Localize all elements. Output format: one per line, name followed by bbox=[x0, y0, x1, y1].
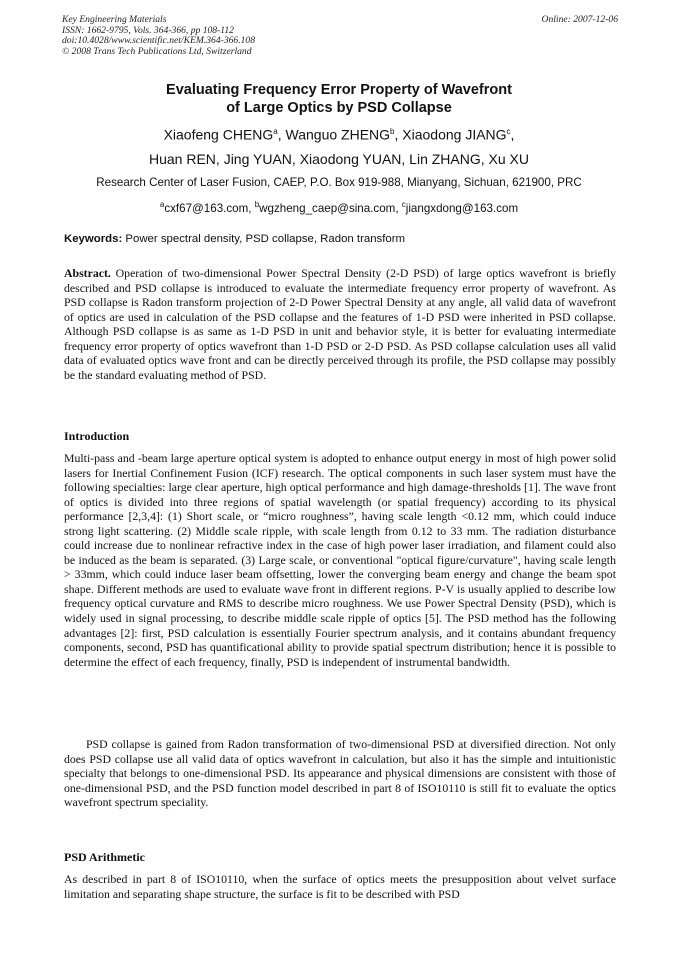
author-name: , Xiaodong JIANG bbox=[394, 126, 507, 143]
author-name: , Wanguo ZHENG bbox=[277, 126, 391, 143]
email-superscript: a bbox=[159, 200, 165, 209]
issn-line: ISSN: 1662-9795, Vols. 364-366, pp 108-112 bbox=[62, 24, 234, 36]
author-emails bbox=[40, 198, 638, 216]
author-superscript: b bbox=[390, 127, 395, 136]
introduction-paragraph-1: Multi-pass and -beam large aperture optical system is adopted to enhance output energy in most of high power solid lasers for Inertial Confinement Fusion (ICF) research. The optical components in such laser system must have the following specialties: large clear aperture, high optical performance and high damage-thresholds [1]. The wave front of optics is divided into three regions of spatial wavelength (or spatial frequency) according to its physical performance [2,3,4]: (1) Short scale, or “micro roughness”, having scale length <0.12 mm, which could induce strong light scattering. (2) Middle scale ripple, with scale length from 0.12 to 33 mm. The radiation disturbance could increase due to nonlinear refractive index in the case of high power laser irradiation, and filament could also be induced as the beam is separated. (3) Large scale, or conventional "optical figure/curvature", having scale length > 33mm, which could induce laser beam offsetting, lower the converging beam energy and change the beam spot shape. Different methods are used to evaluate wave front in different regions. P-V is usually applied to describe low frequency optical curvature and RMS to describe micro roughness. We use Power Spectral Density (PSD), which is widely used in signal processing, to describe middle scale ripple of optics [5]. The PSD method has the following advantages [2]: first, PSD calculation is essentially Fourier spectrum analysis, and it contains abundant frequency components, second, PSD has quantificational ability to provide spatial spectrum distribution; hence it is possible to determine the effect of each frequency, finally, PSD is independent of instrumental bandwidth. bbox=[64, 451, 616, 669]
author-name: Xiaofeng CHENG bbox=[163, 126, 274, 143]
author-superscript: a bbox=[273, 127, 278, 136]
email-link[interactable]: jiangxdong@163.com bbox=[405, 201, 519, 215]
keywords-text: Power spectral density, PSD collapse, Radon transform bbox=[122, 233, 406, 245]
author-superscript: c bbox=[506, 127, 511, 136]
keywords-line bbox=[64, 232, 616, 246]
journal-header bbox=[62, 15, 618, 57]
title-line-2: of Large Optics by PSD Collapse bbox=[226, 99, 452, 116]
author-separator: , bbox=[510, 126, 515, 143]
keywords-label: Keywords: bbox=[64, 233, 123, 245]
title-line-1: Evaluating Frequency Error Property of Wavefront bbox=[166, 82, 512, 98]
online-date: Online: 2007-12-06 bbox=[541, 14, 618, 25]
copyright-line: © 2008 Trans Tech Publications Ltd, Switzerland bbox=[62, 45, 252, 57]
authors-line-2: Huan REN, Jing YUAN, Xiaodong YUAN, Lin ZHANG, Xu XU bbox=[149, 151, 529, 167]
email-superscript: b bbox=[254, 200, 260, 209]
abstract-text: Operation of two-dimensional Power Spectral Density (2-D PSD) of large optics wavefront is briefly described and PSD collapse is introduced to evaluate the intermediate frequency error property of wavefront. As PSD collapse is Radon transform projection of 2-D Power Spectral Density at any angle, all valid data of wavefront of optics are used in calculation of the PSD collapse and the features of 1-D PSD were inherited in PSD collapse. Although PSD collapse is as same as 1-D PSD in unit and behavior style, it is better for evaluating intermediate frequency error property of optics wavefront than 1-D PSD or 2-D PSD. As PSD collapse calculation uses all valid data of evaluated optics wave front and can be directly perceived through its profile, the PSD collapse may possibly be the standard evaluating method of PSD. bbox=[64, 266, 616, 382]
journal-name: Key Engineering Materials bbox=[62, 14, 167, 25]
abstract-label: Abstract. bbox=[64, 266, 111, 280]
abstract bbox=[64, 266, 616, 382]
introduction-paragraph-2: PSD collapse is gained from Radon transformation of two-dimensional PSD at diversified direction. Not only does PSD collapse use all valid data of optics wavefront in calculation, but also it has the simple and intuitionistic specialty that belongs to one-dimensional PSD. Its appearance and physical dimensions are consistent with those of one-dimensional PSD, and the PSD function model described in part 8 of ISO10110 is still fit to evaluate the optics wavefront spectrum speciality. bbox=[64, 737, 616, 810]
authors-line-1 bbox=[40, 123, 638, 144]
email-link[interactable]: wgzheng_caep@sina.com, bbox=[259, 201, 402, 215]
doi-line: doi:10.4028/www.scientific.net/KEM.364-366.108 bbox=[62, 35, 256, 47]
email-superscript: c bbox=[401, 200, 406, 209]
psd-arithmetic-paragraph: As described in part 8 of ISO10110, when the surface of optics meets the presupposition about velvet surface limitation and separating shape structure, the surface is fit to be described with PSD bbox=[64, 872, 616, 901]
introduction-heading: Introduction bbox=[64, 429, 130, 443]
psd-arithmetic-heading: PSD Arithmetic bbox=[64, 850, 145, 864]
affiliation: Research Center of Laser Fusion, CAEP, P.O. Box 919-988, Mianyang, Sichuan, 621900, PRC bbox=[96, 176, 582, 189]
paper-title bbox=[40, 82, 638, 117]
email-link[interactable]: cxf67@163.com, bbox=[164, 201, 255, 215]
